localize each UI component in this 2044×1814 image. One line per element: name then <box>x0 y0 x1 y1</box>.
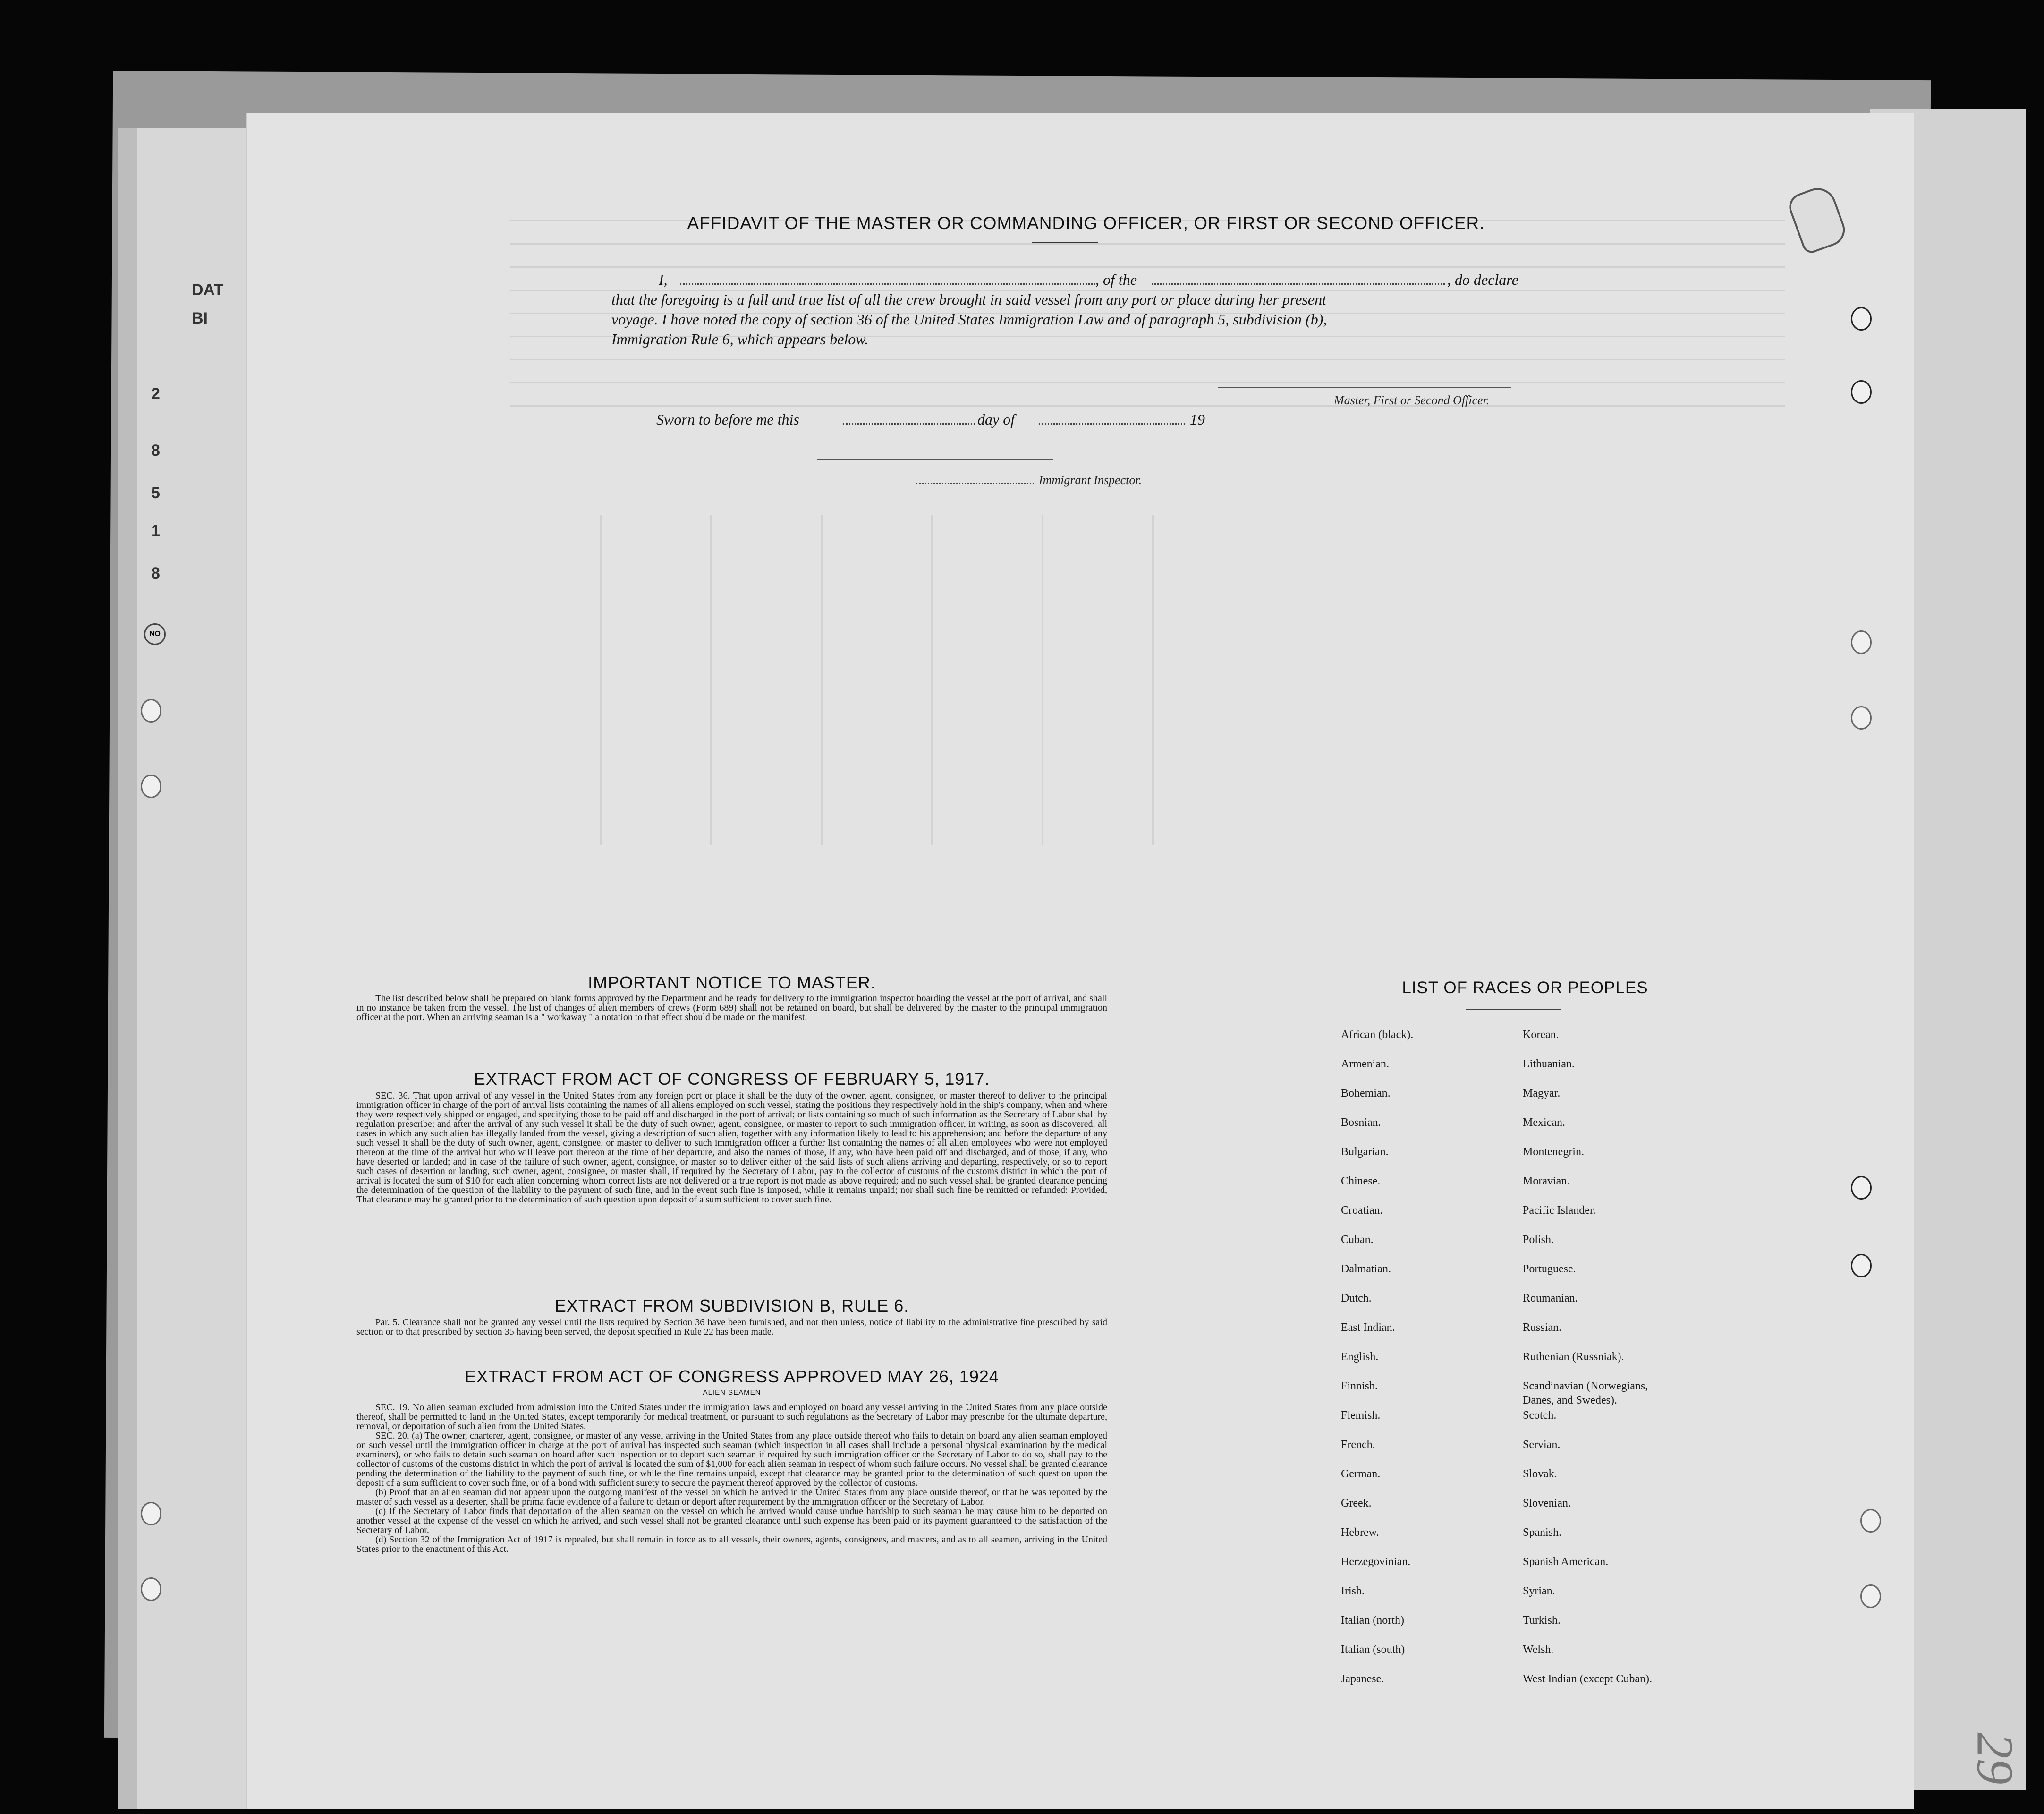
race-item: Montenegrin. <box>1523 1146 1584 1158</box>
race-item: Japanese. <box>1341 1673 1384 1685</box>
race-item: Polish. <box>1523 1234 1554 1246</box>
race-item: Korean. <box>1523 1029 1559 1041</box>
race-item: Irish. <box>1341 1585 1365 1597</box>
race-item: Pacific Islander. <box>1523 1204 1596 1217</box>
binder-hole <box>1851 706 1872 730</box>
extract-1924-text <box>356 1403 1107 1554</box>
extract-1924-subtitle: ALIEN SEAMEN <box>703 1388 761 1397</box>
inspector-top-line <box>817 459 1053 460</box>
sworn-year: 19 <box>1190 411 1205 428</box>
race-item: Moravian. <box>1523 1175 1570 1187</box>
master-signature-line <box>1218 387 1511 388</box>
notice-text <box>356 994 1107 1022</box>
inspector-signature-line <box>916 483 1034 484</box>
extract-1924-paragraph: (c) If the Secretary of Labor finds that deportation of the alien seaman on the vessel on which he arrived would cause undue hardship to such seaman he may cause him to be deported on another vessel at the expense of the vessel on which he arrived, and such vessel shall not be granted clearance until such expense has been paid or its payment guaranteed to the satisfaction of the Secretary of Labor. <box>356 1506 1107 1535</box>
binder-hole <box>1851 1254 1872 1277</box>
race-item: Chinese. <box>1341 1175 1381 1187</box>
left-digit: 1 <box>151 522 160 540</box>
race-item: Servian. <box>1523 1439 1561 1451</box>
binder-hole <box>1860 1584 1881 1608</box>
binder-hole <box>1851 1176 1872 1200</box>
race-item: Bulgarian. <box>1341 1146 1389 1158</box>
left-digit: 8 <box>151 564 160 582</box>
binder-hole <box>1851 630 1872 654</box>
race-item: African (black). <box>1341 1029 1414 1041</box>
affidavit-text-line: that the foregoing is a full and true list of all the crew brought in said vessel from any port or place during her present <box>611 291 1326 308</box>
binder-hole <box>141 699 161 723</box>
sworn-month-line <box>1039 423 1185 425</box>
affidavit-declarant-prefix: I, <box>659 271 668 288</box>
race-item: Finnish. <box>1341 1380 1378 1392</box>
race-item: Croatian. <box>1341 1204 1383 1217</box>
master-signature-caption: Master, First or Second Officer. <box>1334 393 1490 407</box>
races-column-right <box>1523 1028 1652 1701</box>
race-item: English. <box>1341 1351 1379 1363</box>
notice-paragraph: The list described below shall be prepared on blank forms approved by the Department and be ready for delivery to the immigration inspector boarding the vessel at the port of arrival, and shall in no instance be taken from the vessel. The list of changes of alien members of crews (Form 689) shall not be retained on board, but shall be delivered by the master to the principal immigration officer at the port. When an arriving seaman is a " workaway " a notation to that effect should be made on the manifest. <box>356 993 1107 1022</box>
extract-1924-paragraph: SEC. 20. (a) The owner, charterer, agent, consignee, or master of any vessel arriving in the United States from any place outside thereof who fails to detain on board any alien seaman employed on such vessel until the immigration officer in charge at the port of arrival has inspected such seaman (which inspection in all cases shall include a personal physical examination by the medical examiners), or who fails to detain such seaman on board after such inspection or to deport such seaman if required by such immigration officer or the Secretary of Labor to do so, shall pay to the collector of customs of the customs district in which the port of arrival is located the sum of $1,000 for each alien seaman in respect of whom such failure occurs. No vessel shall be granted clearance pending the determination of the liability to the payment of such fine, or while the fine remains unpaid, except that clearance may be granted prior to the determination of such question upon the deposit of a sum sufficient to cover such fine, or of a bond with sufficient surety to secure the payment thereof approved by the collector of customs. <box>356 1431 1107 1488</box>
extract-1924-paragraph: SEC. 19. No alien seaman excluded from admission into the United States under the immigration laws and employed on board any vessel arriving in the United States from any place outside thereof, shall be permitted to land in the United States, except temporarily for medical treatment, or pursuant to such regulations as the Secretary of Labor may prescribe for the ultimate departure, removal, or deportation of such alien from the United States. <box>356 1402 1107 1431</box>
race-item: Italian (north) <box>1341 1614 1404 1627</box>
race-item: East Indian. <box>1341 1321 1395 1334</box>
sworn-day-line <box>843 423 975 425</box>
race-item: Bosnian. <box>1341 1116 1381 1129</box>
extract-1924-title: EXTRACT FROM ACT OF CONGRESS APPROVED MAY 26, 1924 <box>465 1367 999 1386</box>
race-item: Greek. <box>1341 1497 1372 1509</box>
extract-1917-text <box>356 1091 1107 1204</box>
binder-hole <box>1860 1509 1881 1533</box>
race-item: Herzegovinian. <box>1341 1556 1411 1568</box>
race-item: Spanish. <box>1523 1526 1562 1539</box>
race-item: Flemish. <box>1341 1409 1381 1422</box>
inspector-signature-caption: Immigrant Inspector. <box>1039 473 1142 487</box>
extract-rule6-paragraph: Par. 5. Clearance shall not be granted any vessel until the lists required by Section 36 have been furnished, and not then unless, notice of liability to the administrative fine prescribed by said section or to that prescribed by section 35 having been served, the deposit specified in Rule 22 has been made. <box>356 1317 1107 1337</box>
vessel-name-line <box>1152 283 1445 285</box>
race-item: Syrian. <box>1523 1585 1555 1597</box>
left-digit: 2 <box>151 385 160 403</box>
races-column-left <box>1341 1028 1413 1701</box>
left-label: BI <box>192 309 208 327</box>
race-item: Scandinavian (Norwegians, Danes, and Swedes). <box>1523 1380 1648 1406</box>
extract-1917-paragraph: SEC. 36. That upon arrival of any vessel in the United States from any foreign port or place it shall be the duty of the owner, agent, consignee, or master thereof to deliver to the principal immigration officer in charge of the port of arrival lists containing the names of all aliens employed on such vessel, stating the positions they respectively hold in the ship's company, when and where they were respectively shipped or engaged, and specifying those to be paid off and discharged in the port of arrival; or lists containing so much of such information as the Secretary of Labor shall by regulation prescribe; and after the arrival of any such vessel it shall be the duty of such owner, agent, consignee, or master to report to such immigration officer, in writing, as soon as discovered, all cases in which any such alien has illegally landed from the vessel, giving a description of such alien, together with any information likely to lead to his apprehension; and before the departure of any such vessel it shall be the duty of such owner, agent, consignee, or master to deliver to such immigration officer a further list containing the names of all alien employees who were not employed thereon at the time of the arrival but who will leave port thereon at the time of her departure, and also the names of those, if any, who have been paid off and discharged, and of those, if any, who have deserted or landed; and in case of the failure of such owner, agent, consignee, or master so to deliver either of the said lists of such aliens arriving and departing, respectively, or so to report such cases of desertion or landing, such owner, agent, consignee, or master shall, if required by the Secretary of Labor, pay to the collector of customs of the customs district in which the port of arrival is located the sum of $10 for each alien concerning whom correct lists are not delivered or a true report is not made as above required; and no such vessel shall be granted clearance pending the determination of the question of the liability to the payment of such fine, and in the event such fine is imposed, while it remains unpaid; nor shall such fine be remitted or refunded: Provided, That clearance may be granted prior to the determination of such question upon deposit of a sum sufficient to cover such fine. <box>356 1090 1107 1205</box>
race-item: Armenian. <box>1341 1058 1389 1070</box>
affidavit-text-line: Immigration Rule 6, which appears below. <box>611 331 869 348</box>
race-item: Portuguese. <box>1523 1263 1576 1275</box>
declarant-name-line <box>680 283 1095 285</box>
left-digit: 8 <box>151 442 160 460</box>
extract-1924-paragraph: (d) Section 32 of the Immigration Act of 1917 is repealed, but shall remain in force as to all vessels, their owners, agents, consignees, and masters, and as to all seamen, arriving in the United States prior to the enactment of this Act. <box>356 1534 1107 1554</box>
races-title-underline <box>1466 1009 1561 1010</box>
margin-stamp: NO <box>144 623 166 645</box>
race-item: French. <box>1341 1439 1375 1451</box>
extract-rule6-title: EXTRACT FROM SUBDIVISION B, RULE 6. <box>554 1296 909 1315</box>
race-item: Turkish. <box>1523 1614 1561 1627</box>
affidavit-declare: , do declare <box>1447 271 1518 288</box>
race-item: Dutch. <box>1341 1292 1372 1304</box>
race-item: Spanish American. <box>1523 1556 1609 1568</box>
show-through-columns <box>491 515 1162 845</box>
left-label: DAT <box>192 281 224 299</box>
race-item: Lithuanian. <box>1523 1058 1575 1070</box>
race-item: Slovak. <box>1523 1468 1557 1480</box>
race-item: Hebrew. <box>1341 1526 1379 1539</box>
race-item: Dalmatian. <box>1341 1263 1391 1275</box>
title-underline <box>1032 242 1098 243</box>
binder-hole <box>1851 307 1872 331</box>
race-item: Welsh. <box>1523 1644 1554 1656</box>
sworn-day-of: day of <box>977 411 1015 428</box>
extract-1917-title: EXTRACT FROM ACT OF CONGRESS OF FEBRUARY 5, 1917. <box>474 1069 990 1089</box>
race-item: Scotch. <box>1523 1409 1557 1422</box>
affidavit-text-line: voyage. I have noted the copy of section 36 of the United States Immigration Law and of paragraph 5, subdivision (b), <box>611 311 1327 328</box>
races-title: LIST OF RACES OR PEOPLES <box>1402 979 1648 997</box>
affidavit-title: AFFIDAVIT OF THE MASTER OR COMMANDING OFFICER, OR FIRST OR SECOND OFFICER. <box>687 213 1485 233</box>
binder-hole <box>141 775 161 798</box>
race-item: Cuban. <box>1341 1234 1374 1246</box>
race-item: West Indian (except Cuban). <box>1523 1673 1652 1685</box>
handwritten-page-number: 29 <box>1966 1732 2024 1785</box>
race-item: Slovenian. <box>1523 1497 1571 1509</box>
race-item: Mexican. <box>1523 1116 1565 1129</box>
left-page-edge <box>118 128 137 1809</box>
binder-hole <box>141 1577 161 1601</box>
binder-hole <box>1851 380 1872 404</box>
race-item: Bohemian. <box>1341 1087 1391 1099</box>
extract-1924-paragraph: (b) Proof that an alien seaman did not appear upon the outgoing manifest of the vessel on which he arrived in the United States from any place outside thereof, or that he was reported by the master of such vessel as a deserter, shall be prima facie evidence of a failure to detain or deport after requirement by the immigration officer or the Secretary of Labor. <box>356 1487 1107 1507</box>
sworn-prefix: Sworn to before me this <box>656 411 799 428</box>
race-item: Magyar. <box>1523 1087 1561 1099</box>
binder-hole <box>141 1502 161 1525</box>
extract-rule6-text <box>356 1318 1107 1337</box>
left-digit: 5 <box>151 484 160 502</box>
race-item: Ruthenian (Russniak). <box>1523 1351 1624 1363</box>
race-item: German. <box>1341 1468 1381 1480</box>
race-item: Italian (south) <box>1341 1644 1405 1656</box>
notice-title: IMPORTANT NOTICE TO MASTER. <box>588 973 876 992</box>
race-item: Roumanian. <box>1523 1292 1578 1304</box>
affidavit-of-the: , of the <box>1095 271 1137 288</box>
race-item: Russian. <box>1523 1321 1562 1334</box>
